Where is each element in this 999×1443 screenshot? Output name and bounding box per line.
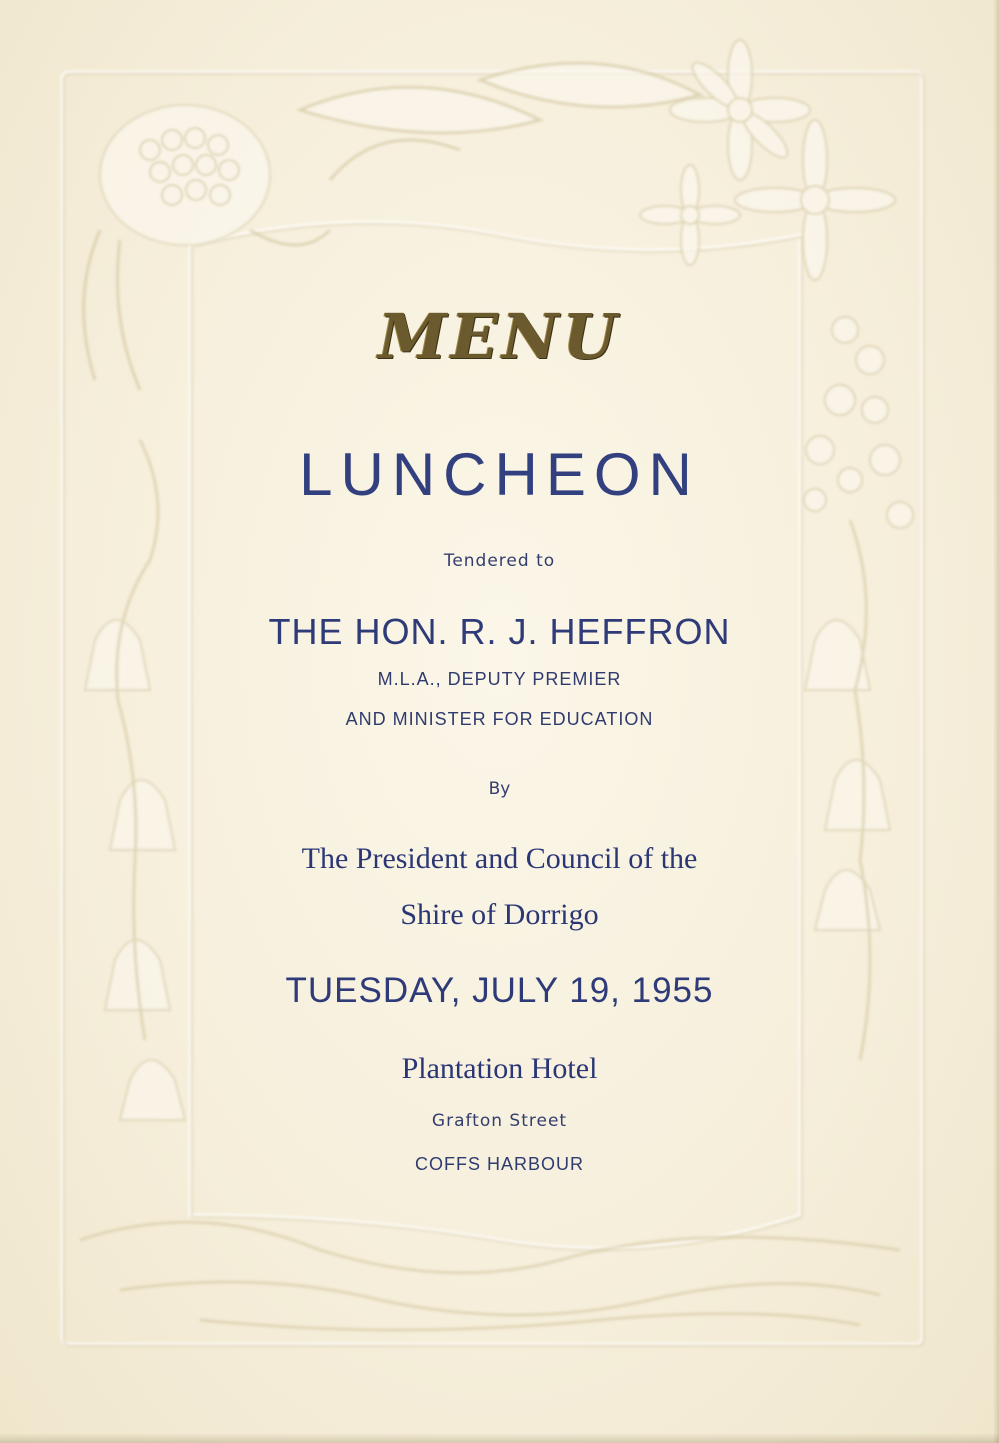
card-right-edge (993, 0, 999, 1443)
tendered-line: Tendered to (443, 551, 556, 571)
event-date: TUESDAY, JULY 19, 1955 (285, 971, 714, 1010)
by-line: By (488, 779, 511, 799)
venue-street: Grafton Street (431, 1111, 568, 1131)
venue-town: COFFS HARBOUR (414, 1154, 584, 1174)
event-title: LUNCHEON (299, 441, 700, 508)
honoree-title-line2: AND MINISTER FOR EDUCATION (345, 709, 654, 729)
venue-name: Plantation Hotel (401, 1052, 598, 1085)
host-line2: Shire of Dorrigo (400, 898, 599, 931)
honoree-name: THE HON. R. J. HEFFRON (268, 611, 731, 652)
host-line1: The President and Council of the (301, 842, 698, 875)
menu-heading: MENU (378, 300, 621, 373)
honoree-title-line1: M.L.A., DEPUTY PREMIER (377, 669, 622, 689)
card-bottom-edge (0, 1433, 999, 1443)
